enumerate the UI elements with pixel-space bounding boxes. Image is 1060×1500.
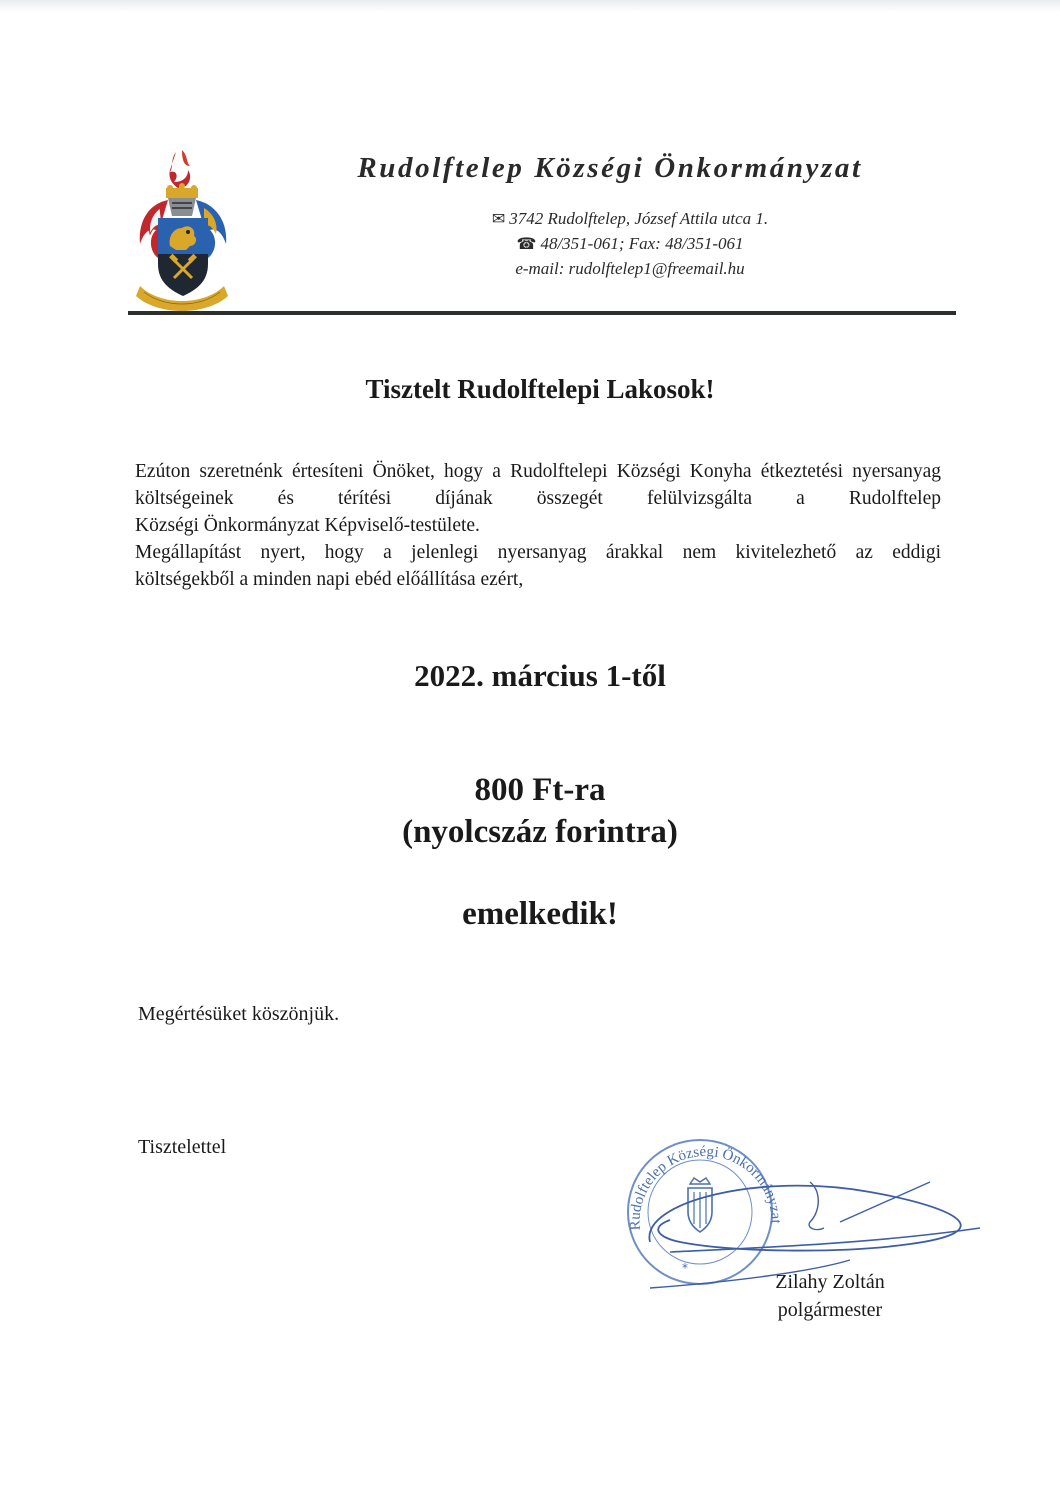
new-price-in-words: (nyolcszáz forintra) bbox=[402, 814, 678, 850]
paragraph-1 bbox=[135, 458, 941, 539]
address-text: 3742 Rudolftelep, József Attila utca 1. bbox=[509, 209, 769, 228]
email-line: e-mail: rudolftelep1@freemail.hu bbox=[515, 259, 745, 278]
stamp-text: Rudolftelep Községi Önkormányzat bbox=[627, 1143, 784, 1231]
phone-line bbox=[380, 232, 880, 257]
signatory-title: polgármester bbox=[777, 1299, 883, 1321]
telephone-icon: ☎ bbox=[516, 236, 537, 253]
paragraph-2-line-2: költségekből a minden napi ebéd előállítása ezért, bbox=[135, 569, 524, 590]
scan-edge bbox=[0, 0, 1060, 12]
paragraph-2-line-1: Megállapítást nyert, hogy a jelenlegi nyersanyag árakkal nem kivitelezhető az eddigi bbox=[135, 542, 941, 563]
paragraph-1-line-3: Községi Önkormányzat Képviselő-testülete. bbox=[135, 515, 480, 536]
paragraph-1-line-2: nyersanyag költségeinek és térítési díjának összegét felülvizsgálta a Rudolftelep bbox=[135, 461, 941, 509]
thanks-line: Megértésüket köszönjük. bbox=[138, 1003, 340, 1025]
contact-block bbox=[380, 207, 880, 281]
svg-text:*: * bbox=[682, 1261, 688, 1275]
new-price: 800 Ft-ra bbox=[474, 772, 606, 808]
letterhead-divider bbox=[128, 311, 956, 315]
signatory-block bbox=[730, 1268, 930, 1324]
effective-date: 2022. március 1-től bbox=[414, 658, 666, 693]
paragraph-2 bbox=[135, 539, 941, 593]
paragraph-1-line-1: Ezúton szeretnénk értesíteni Önöket, hogy a Rudolftelepi Községi Konyha étkeztetési bbox=[135, 461, 843, 482]
org-name: Rudolftelep Községi Önkormányzat bbox=[357, 152, 863, 184]
salutation-heading: Tisztelt Rudolftelepi Lakosok! bbox=[365, 374, 715, 404]
closing-line: Tisztelettel bbox=[138, 1136, 227, 1158]
action-statement: emelkedik! bbox=[462, 896, 618, 932]
envelope-icon: ✉ bbox=[491, 211, 506, 228]
coat-of-arms-logo bbox=[130, 148, 234, 316]
address-line bbox=[380, 207, 880, 232]
signatory-name: Zilahy Zoltán bbox=[775, 1271, 885, 1293]
phone-text: 48/351-061; Fax: 48/351-061 bbox=[540, 234, 744, 253]
